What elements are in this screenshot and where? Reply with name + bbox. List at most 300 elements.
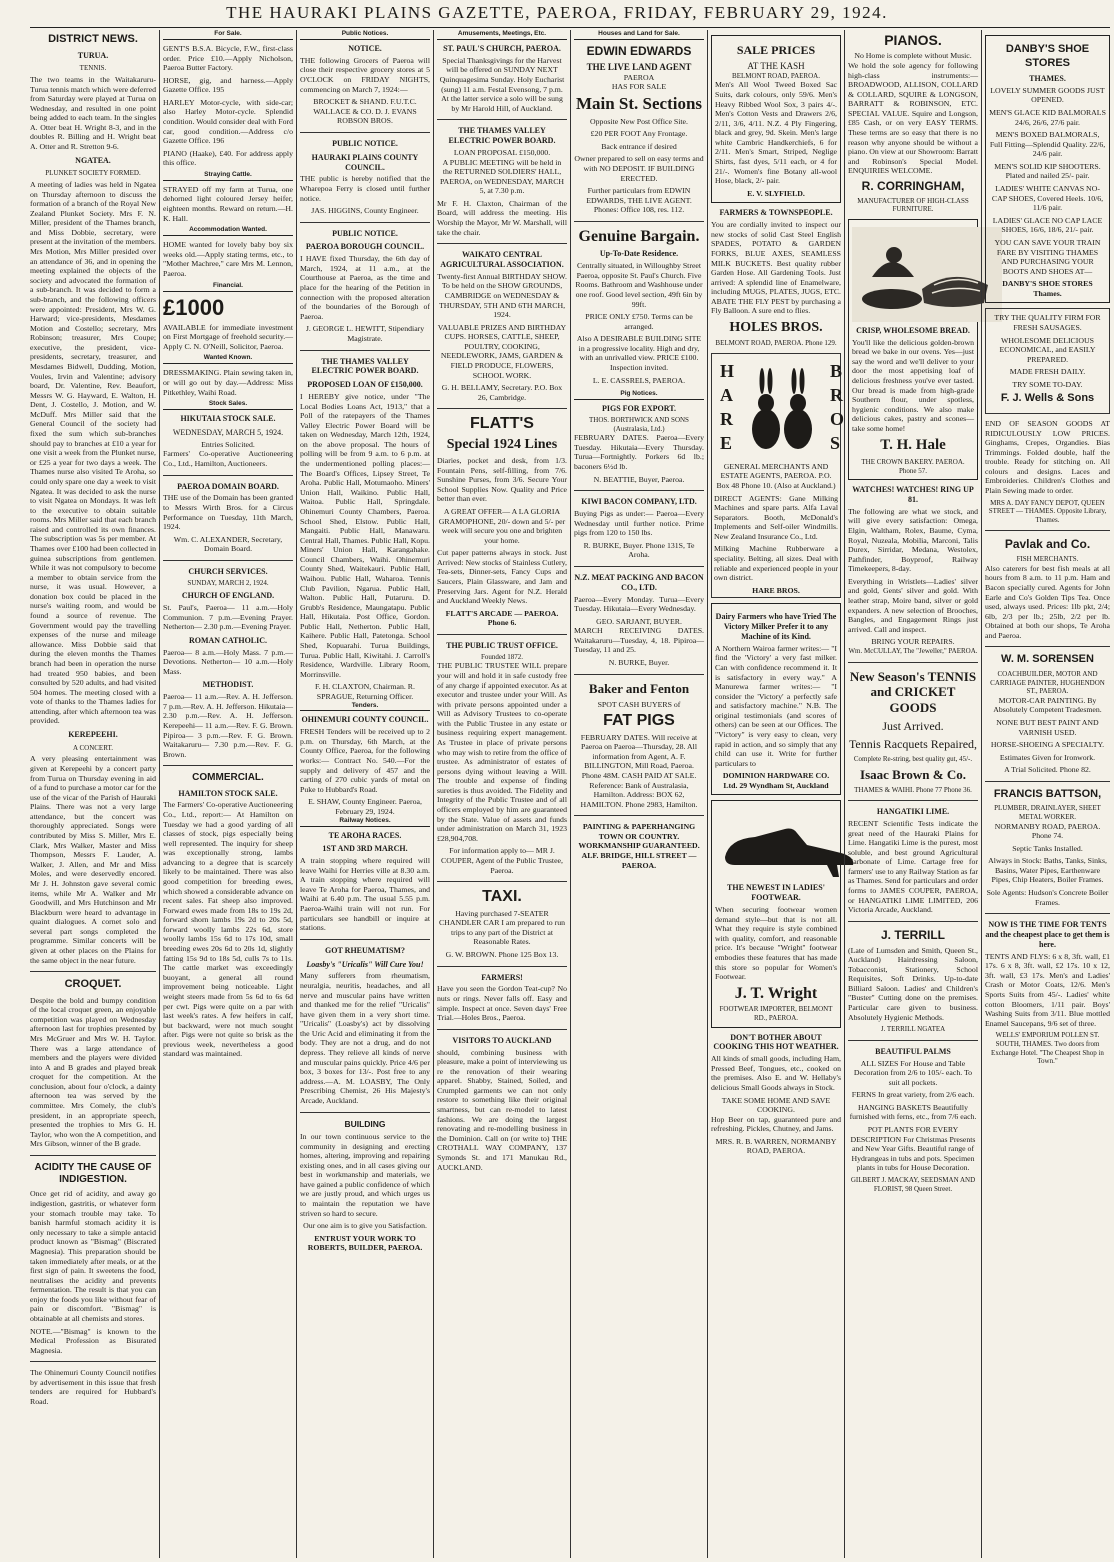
subhead: TENNIS. <box>79 64 107 73</box>
classified-ad: HOME wanted for lovely baby boy six weeks old.—Apply stating terms, etc., to "Mother Machree," care Mrs M. Lennon, Paeroa. <box>163 240 293 278</box>
divider <box>437 634 567 635</box>
column-shops-a <box>711 30 845 1558</box>
ad-text: Hop Beer on tap, guaranteed pure and refreshing. Pickles, Chutney, and Jams. <box>711 1114 841 1134</box>
ad-headline: FRANCIS BATTSON, <box>993 787 1102 800</box>
bros-letter-r: R <box>830 384 843 405</box>
article-text: The Farmers' Co-operative Auctioneering Co., Ltd., report:— At Hamilton on Tuesday we had a good yarding of all classes of stock, pigs especially being well represented. The inquiry for sheep was exceptionally strong, lambs advancing to a degree that is scarcely likely to be maintained. There was also good competition for breeding ewes, which showed a considerable advance on recent sales. Fat sheep also improved. Forward ewes made from 18s to 19s 2d, forward shorn lambs 19s 2d to 20s 5d, forward woolly lambs 22s 6d, store woolly lambs 15s 6d to 17s 10d, small breeding ewes 20s 6d to 20s 1d, slightly fatting 15s 9d to 18s 5d, culls 7s to 11s. The cattle market was exceedingly buoyant, a general all round improvement being noticeable. Light weight steers made from 5s 6d to 6s 6d per cwt. Pigs were quite on a par with last week's rates. A few heifers in calf, but backward, were not much sought after. Pigs were not quite so brisk as the previous week, nevertheless a good standard was maintained. <box>163 800 293 1059</box>
subhead: WAIKATO CENTRAL AGRICULTURAL ASSOCIATION. <box>440 250 564 269</box>
notice-text: Farmers' Co-operative Auctioneering Co., Ltd., Hamilton, Auctioneers. <box>163 449 293 468</box>
service-times: St. Paul's, Paeroa— 11 a.m.—Holy Communion. 7 p.m.—Evening Prayer. Netherton— 2.30 p.m.—Evening Prayer. <box>163 603 293 632</box>
section-title: DISTRICT NEWS. <box>48 33 138 45</box>
divider <box>300 939 430 940</box>
subhead: BEAUTIFUL PALMS <box>875 1046 951 1056</box>
ad-signature: MRS A. DAY FANCY DEPOT, QUEEN STREET — THAMES. Opposite Library, Thames. <box>988 498 1107 524</box>
column-thames-shops <box>985 30 1110 1558</box>
section-title: CROQUET. <box>64 978 122 991</box>
notice-text: Entries Solicited. <box>201 439 255 449</box>
ad-headline: THE LIVE LAND AGENT <box>586 61 692 72</box>
notice-signature: J. GEORGE L. HEWITT, Stipendiary Magistrate. <box>305 324 425 343</box>
ad-headline: J. T. Wright <box>734 984 818 1002</box>
headline-amount: £1000 <box>163 294 225 320</box>
subhead: FARMERS! <box>481 972 523 982</box>
divider <box>300 222 430 223</box>
ad-headline: SALE PRICES <box>736 43 816 57</box>
ad-headline: J. TERRILL <box>880 927 945 942</box>
ad-headline: W. M. SORENSEN <box>1001 653 1094 666</box>
ad-text: FERNS In great variety, from 2/6 each. <box>851 1090 975 1100</box>
divider <box>163 475 293 476</box>
divider <box>848 662 978 663</box>
divider <box>848 921 978 922</box>
notice-text: THE public is hereby notified that the Wharepoa Ferry is closed until further notice. <box>300 174 430 203</box>
ad-headline: Dairy Farmers who have Tried The Victory Milker Prefer it to any Machine of its Kind. <box>715 612 837 641</box>
subhead: CHURCH SERVICES. <box>188 566 268 576</box>
article-text: A meeting of ladies was held in Ngatea on Thursday afternoon to discuss the formation of a branch of the Royal New Zealand Plunket Society. Mrs F. N. Miller, president of the Thames branch, and Miss Dobbie, secretary, were present at the invitation of the members. Mrs Motion, Mrs Miller presided over an attendance of 36, and in opening the meeting explained the objects of the society and advocated the formation of a sub-branch. It was decided to form a sub-branch, and the following officers were appointed: President, Mrs W. G. Harward; vice-presidents, Mesdames Motion and Costello; secretary, Mrs Robinson; treasurer, Mrs Coupe; executive, the president, vice-presidents, secretary, treasurer, and Mesdames Bidwell, Dudding, Motion, Voules, Irvin and Valentine; advisory board, Dr. Valentine, Rev. Beaufort, Messrs W. G. Hayward, E. Walton, H. Dent, J. Costello, J. Motion, and W. McDuff. Mrs Miller said that the General Council of the society had fixed the sum which sub-branches should pay to branches at £10 a year for one visit a week from the Plunket nurse, or £25 a year for two days a week. The Thames nurse also visited Te Aroha, so could only spare one day a week to visit Ngatea. It was decided to ask the nurse to visit Ngatea on Mondays. It was left to the executive to obtain suitable rooms. Mrs Miller said that each branch raised and controlled its own finances. The subscription was 5s per member. At Thames over £100 had been collected in guinea subscriptions from gentlemen. While it was not compulsory to become a member to obtain service from the nurse, it was usual. However, a donation box could be placed in the nurse's waiting room, and would be found a source of revenue. The Government would pay the travelling expenses of the nurse and mileage allowance. Miss Dobbie said that during the eleven months the Thames branch had been in operation the nurse had treated 950 babies, and been consulted by 520 adults, and had visited 504 homes. The meeting closed with a vote of thanks to the Thames ladies for attending, after which afternoon tea was provided. <box>30 180 157 726</box>
subhead: 1ST AND 3RD MARCH. <box>322 844 408 854</box>
ad-kash-sale <box>711 35 841 203</box>
subhead: PAEROA BOROUGH COUNCIL. <box>305 242 425 252</box>
column-district-news <box>30 30 156 1558</box>
ad-text: HAS FOR SALE <box>611 82 667 92</box>
notice-text: THE following Grocers of Paeroa will close their respective grocery stores at 5 O'CLOCK on FRIDAY NIGHTS, commencing on March 7, 1924:— <box>300 55 430 94</box>
ad-text: MOTOR-CAR PAINTING. By Absolutely Competent Tradesmen. <box>993 695 1102 715</box>
classified-ad: HORSE, gig, and harness.—Apply Gazette Office. 195 <box>163 75 293 95</box>
subhead: FARMERS & TOWNSPEOPLE. <box>719 208 833 218</box>
ad-headline: R. CORRINGHAM, <box>861 178 965 193</box>
notice-signature: E. SHAW, County Engineer. Paeroa, February 29, 1924. <box>308 797 422 816</box>
notice-text: Special Thanksgivings for the Harvest will be offered on SUNDAY NEXT Quinquagesima Sunday. Holy Eucharist (sung) 11 a.m. Festal Evensong, 7 p.m. At the latter service a solo will be sung by Mr Harold Hill, of Auckland. <box>439 55 565 113</box>
ad-signature: THAMES & WAIHI. Phone 77 Phone 36. <box>854 785 972 794</box>
ad-text: A Northern Wairoa farmer writes:— "I find the 'Victory' a very fast milker. Can with confidence recommend it. It is satisfactory in every way." A Manurewa farmer writes:— "I consider the 'Victory' a perfectly safe and satisfactory machine." N.B. The original testimonials (and scores of others) can be seen at our Offices. The "Victory" is very easy to clean, very rapid in action, and so simply that any child can use it. Write for further particulars to <box>715 643 837 768</box>
ad-text: LADIES' GLACE NO CAP LACE SHOES, 16/6, 18/6, 21/- pair. <box>992 215 1103 235</box>
ad-headline: FAT PIGS <box>603 712 675 730</box>
ad-signature: THE CROWN BAKERY. PAEROA. Phone 57. <box>861 457 965 475</box>
notice-text: THE use of the Domain has been granted to Messrs Wirth Bros. for a Circus Performance on Tuesday, 11th March, 1924. <box>163 493 293 532</box>
ad-text: £20 PER FOOT Any Frontage. <box>590 129 688 139</box>
column-header: Pig Notices. <box>574 390 704 400</box>
notice-text: Mr F. H. Claxton, Chairman of the Board, will address the meeting. His Worship the Mayor, Mr W. Marshall, will take the chair. <box>437 198 567 237</box>
ad-text: Everything in Wristlets—Ladies' silver and gold, Gents' silver and gold. With leather strap, Moire band, silver or gold expanders. A new selection of Brooches, Bangles, and Engagement Rings just arrived. Call and inspect. <box>848 576 978 634</box>
ad-text: MADE FRESH DAILY. <box>1009 367 1086 377</box>
classified-ad: AVAILABLE for immediate investment on First Mortgage of freehold security.—Apply C. N. O'Neill, Solicitor, Paeroa. <box>163 322 293 351</box>
ad-danbys <box>985 35 1110 303</box>
masthead: THE HAURAKI PLAINS GAZETTE, PAEROA, FRIDAY, FEBRUARY 29, 1924. <box>226 3 888 22</box>
ad-signature: J. TERRILL NGATEA <box>880 1025 946 1034</box>
article-text: Despite the bold and bumpy condition of the local croquet green, an enjoyable competition was played on Wednesday afternoon last for trophies presented by Mrs McGruer and Mrs W. H. Taylor. There was a large attendance of members and the players were divided into A and B grades and played break croquet for the competition. At the conclusion, about four o'clock, a dainty afternoon tea was served by the committee. Mrs Comely, the club's president, in an appropriate speech, presented the trophies to Mrs G. H. Taylor, who won the A competition, and Mrs Gibson, winner of the B grade. <box>30 995 156 1149</box>
ad-signature: E. V. SLYFIELD. <box>747 188 805 198</box>
ad-text: POT PLANTS FOR EVERY DESCRIPTION For Christmas Presents and New Year Gifts. Beautiful range of Hydrangeas in tubs and pots. Specimen plants in tubs for House Decoration. <box>850 1125 976 1173</box>
ad-text: A Trial Solicited. Phone 82. <box>1004 765 1091 775</box>
hare-icon <box>714 359 852 459</box>
divider <box>985 530 1110 531</box>
subhead: NOTICE. <box>348 43 382 53</box>
ad-text: Many sufferers from rheumatism, neuralgia, neuritis, headaches, and all nerve and muscular pains have written and thanked me for the relief "Uricalis" have given them in a very short time. "Uricalis" (Loasby's) act by dissolving the Uric Acid and eliminating it from the body. They are not a drug, and do not depress. They relieve all kinds of nerve and muscular pains quickly. Price 4/6 per box, 3 boxes for 13/-. Post free to any address.—A. M. LOASBY, The Only Prescribing Chemist, 26 His Majesty's Arcade, Auckland. <box>300 971 430 1105</box>
divider <box>30 971 156 972</box>
classified-ad: PIANO (Haake), £40. For address apply this office. <box>163 148 293 168</box>
ad-text: Estimates Given for Ironwork. <box>999 752 1096 762</box>
divider <box>985 913 1110 914</box>
ad-wells-sausages <box>985 308 1110 414</box>
divider <box>437 408 567 409</box>
column-header: Tenders. <box>300 702 430 712</box>
notice-signature: BROCKET & SHAND. F.U.T.C. WALLACE & CO. D. J. EVANS ROBSON BROS. <box>313 97 417 126</box>
subhead: Up-To-Date Residence. <box>599 249 679 259</box>
ad-text: Back entrance if desired <box>601 141 677 151</box>
ad-text: WHOLESOME DELICIOUS ECONOMICAL, and EASILY PREPARED. <box>999 335 1096 364</box>
subhead: PLUNKET SOCIETY FORMED. <box>45 169 141 178</box>
subhead: BUILDING <box>344 1118 386 1129</box>
columns <box>30 30 1110 1558</box>
subhead: METHODIST. <box>202 680 254 690</box>
ad-headline: DANBY'S SHOE STORES <box>1005 43 1090 69</box>
subhead: GOT RHEUMATISM? <box>325 945 405 955</box>
subhead: PUBLIC NOTICE. <box>332 228 398 238</box>
divider <box>985 646 1110 647</box>
ad-headline: Genuine Bargain. <box>578 227 700 245</box>
ad-signature: WELLS' EMPORIUM POLLEN ST. SOUTH, THAMES. Two doors from Exchange Hotel. "The Cheapest Shop in Town." <box>991 1031 1104 1066</box>
bread-icon <box>852 227 1002 322</box>
ad-signature: ENTRUST YOUR WORK TO ROBERTS, BUILDER, PAEROA. <box>307 1233 423 1253</box>
ad-text: All kinds of small goods, including Ham, Pressed Beef, Tongues, etc., cooked on the premises. Also E. and W. Hellaby's delicious Small Goods always in Stock. <box>711 1054 841 1092</box>
ad-signature: Wm. McCULLAY, The "Jeweller," PAEROA. <box>848 646 978 655</box>
ad-headline: PIANOS. <box>884 32 942 48</box>
ad-text: MEN'S SOLID KIP SHOOTERS. Plated and nailed 25/- pair. <box>994 161 1101 181</box>
notice-signature: Wm. C. ALEXANDER, Secretary, Domain Board. <box>173 534 283 554</box>
divider <box>163 765 293 766</box>
ad-text: YOU CAN SAVE YOUR TRAIN FARE BY VISITING THAMES AND PURCHASING YOUR BOOTS AND SHOES AT— <box>994 237 1101 276</box>
ad-text: Sole Agents: Hudson's Concrete Boiler Frames. <box>986 888 1109 907</box>
ad-text: LADIES' WHITE CANVAS NO-CAP SHOES, Covered Heels. 10/6, 11/6 pair. <box>991 184 1104 213</box>
column-public-notices <box>300 30 430 1558</box>
ad-headline: THAMES. <box>1029 74 1066 84</box>
notice-signature: G. H. BELLAMY, Secretary. P.O. Box 26, Cambridge. <box>441 383 563 402</box>
divider <box>437 1029 567 1030</box>
ad-text: TRY SOME TO-DAY. <box>1012 379 1083 389</box>
ad-text: (Late of Lumsden and Smith, Queen St., Auckland) Hairdressing Saloon, Tobacconist, Stationery, School Requisites, Soft Drinks. Up-to-date Billiard Saloon. Ladies' and Children's "Buster" Cutting done on the premises. Particular care given to business. Absolutely Hygienic Methods. <box>848 945 978 1022</box>
column-header: Wanted Known. <box>163 354 293 364</box>
ad-text: ALL SIZES For House and Table Decoration from 2/6 to 105/- each. To suit all pockets. <box>853 1058 973 1087</box>
article-text: The two teams in the Waitakaruru-Turua tennis match which were deferred from Saturday were played at Turua on Wednesday, and resulted in one point being added to each team. In the singles A. Otter beat H. Wright 8-3, and in the doubles R. Billing and H. Wright beat A. Otter and R. Stretton 9-6. <box>30 74 156 151</box>
divider <box>437 119 567 120</box>
divider <box>848 1040 978 1041</box>
subhead: Twenty-first Annual BIRTHDAY SHOW. <box>437 271 567 281</box>
ad-text: MEN'S BOXED BALMORALS, Full Fitting—Splendid Quality. 22/6, 24/6 pair. <box>989 130 1106 159</box>
column-header: Accommodation Wanted. <box>163 226 293 236</box>
ad-text: BELMONT ROAD, PAEROA. <box>732 71 820 80</box>
ad-text: Owner prepared to sell on easy terms and with NO DEPOSIT. IF BUILDING ERECTED. <box>574 154 704 183</box>
ad-headline: Isaac Brown & Co. <box>860 766 966 782</box>
ad-text: Our one aim is to give you Satisfaction. <box>303 1221 427 1231</box>
ad-text: You are cordially invited to inspect our new stocks of solid Cast Steel English SPADES, POTATO & GARDEN FORKS, BLUE AXES, SEAMLESS MILK BUCKETS. Best quality rubber Garden Hose. All Gardening Tools. Just arrived: A splendid line of Enamelware, including MUGS, PLATES, JUGS, ETC. ABATE THE FLY PEST by purchasing a Fly Balloon. A sure end to flies. <box>711 220 841 316</box>
ad-headline: THE NEWEST IN LADIES' FOOTWEAR. <box>727 883 825 903</box>
subhead: VISITORS TO AUCKLAND <box>452 1035 552 1045</box>
classified-ad: GENT'S B.S.A. Bicycle, F.W., first-class order. Price £10.—Apply Nicholson, Paeroa Butter Factory. <box>163 43 293 73</box>
ad-text: When securing footwear women demand style—but that is not all. What they require is style combined with quality, comfort, and reasonable price. It's because "Wright" footwear embodies these features that has made this store so popular for Women's Footwear. <box>715 905 837 982</box>
subhead: TURUA. <box>77 50 109 60</box>
ad-signature: HARE BROS. <box>752 585 800 595</box>
notice-text: Paeroa—Every Monday. Turua—Every Tuesday. Hikutaia—Every Wednesday. <box>574 594 704 614</box>
column-rule <box>296 30 297 1558</box>
divider <box>163 560 293 561</box>
notice-text: MARCH RECEIVING DATES. Waitakaruru—Tuesday, 4, 18. Pipiroa—Tuesday, 11 and 25. <box>574 626 704 655</box>
column-rule <box>707 30 708 1558</box>
notice-text: A train stopping where required will leave Waihi for Herries ville at 8.30 a.m. A train stopping where required will leave Te Aroha for Paeroa, Thames, and Waihi at 6.40 p.m. The usual 5.55 p.m. Paeroa-Waihi train will not run. For particulars see handbill or inquire at stations. <box>300 856 430 933</box>
ad-text: PLUMBER, DRAINLAYER, SHEET METAL WORKER. <box>994 804 1101 821</box>
ad-text: DIRECT AGENTS: Gane Milking Machines and spare parts. Alfa Laval Separators. Booth, McDonald's Implements and Self-oiler Windmills. New Zealand Insurance Co., Ltd. <box>714 493 838 541</box>
article-text: The Ohinemuri County Council notifies by advertisement in this issue that fresh tenders are required for Hubbard's Road. <box>30 1368 156 1407</box>
subhead: ROMAN CATHOLIC. <box>188 635 268 645</box>
bros-letter-b: B <box>830 360 843 381</box>
ad-text: MEN'S GLACE KID BALMORALS 24/6, 26/6, 27/6 pair. <box>989 108 1106 127</box>
ad-headline: FLATT'S <box>470 415 534 433</box>
subhead: N.Z. MEAT PACKING AND BACON CO., LTD. <box>574 572 704 592</box>
divider <box>574 674 704 675</box>
ad-text: TENTS AND FLYS: 6 x 8, 3ft. wall, £1 17s. 6 x 8, 3ft. wall, £2 17s. 10 x 12, 3ft. wall, £3 17s. Men's and Ladies' Crash or Motor Coats, 12/6. Men's Sports Suits from 45/-. Ladies' white cotton Bloomers, 1/11 pair. Boys' Washing Suits from 3/11. Blue mottled Enamel Saucepans, 9/6 set of three. <box>985 951 1110 1028</box>
notice-signature: JAS. HIGGINS, County Engineer. <box>311 206 419 216</box>
subhead: Founded 1872. <box>481 652 523 661</box>
ad-text: PAEROA <box>623 72 655 82</box>
ad-signature: L. E. CASSRELS, PAEROA. <box>592 375 686 385</box>
notice-text: I HAVE fixed Thursday, the 6th day of March, 1924, at 11 a.m., at the Courthouse at Paeroa, as the time and place for the hearing of the Petition in connection with the proposed alteration of the boundaries of the Borough of Paeroa. <box>300 254 430 321</box>
ad-wright-footwear <box>711 800 841 1027</box>
ad-headline: AT THE KASH <box>747 60 805 71</box>
ad-text: Tennis Racquets Repaired, <box>848 737 978 752</box>
ad-headline: TAXI. <box>482 888 522 906</box>
ad-text: Centrally situated, in Willoughby Street Paeroa, opposite St. Paul's Church. Five Rooms. Bathroom and Washhouse under one roof. Good level section, 49ft 6in by 99ft. <box>575 261 703 309</box>
notice-text: A PUBLIC MEETING will be held in the RETURNED SOLDIERS' HALL, PAEROA, on WEDNESDAY, MARCH 5, at 7.30 p.m. <box>439 157 565 196</box>
subhead: HIKUTAIA STOCK SALE. <box>180 414 276 424</box>
subhead: WATCHES! WATCHES! RING UP 81. <box>852 485 974 504</box>
subhead: THE PUBLIC TRUST OFFICE. <box>446 640 558 650</box>
notice-text: Buying Pigs as under:— Paeroa—Every Wednesday until further notice. Prime pigs from 120 to 150 lbs. <box>574 508 704 538</box>
subhead: KIWI BACON COMPANY, LTD. <box>581 497 697 507</box>
column-header: Stock Sales. <box>163 400 293 410</box>
subhead: LOAN PROPOSAL £150,000. <box>453 147 551 157</box>
ad-crown-bakery <box>848 219 978 480</box>
ad-text: Cut paper patterns always in stock. Just Arrived: New stocks of Stainless Cutlery, Tea-sets, Dinner-sets, Fancy Cups and Saucers, Plain Glassware, and Jam and Preserving Jars. Agent for N.Z. Herald and Auckland Weekly News. <box>437 548 567 606</box>
divider <box>300 132 430 133</box>
ad-text: You'll like the delicious golden-brown bread we bake in our ovens. Yes—just say the word and we'll deliver to your door the most appetising loaf of delicious freshness you've ever tasted. Our bread is made from high-grade Southern flour, under spotless, hygienic conditions. We also make delicious cakes, pastry and scones—take some home! <box>852 337 974 433</box>
ad-headline: T. H. Hale <box>880 437 946 454</box>
ad-headline: EDWIN EDWARDS <box>586 43 692 58</box>
column-header: Houses and Land for Sale. <box>574 30 704 40</box>
divider <box>30 1361 156 1362</box>
divider <box>574 490 704 491</box>
ad-text: Septic Tanks Installed. <box>1012 843 1083 853</box>
masthead-rule <box>30 27 1110 28</box>
ad-text: SPOT CASH BUYERS of <box>597 699 681 709</box>
subhead: HANGATIKI LIME. <box>876 807 950 817</box>
ad-headline: HOLES BROS. <box>729 319 823 335</box>
notice-text: To be held on the SHOW GROUNDS, CAMBRIDGE on WEDNESDAY & THURSDAY, 5TH AND 6TH MARCH, 1924. <box>438 281 566 320</box>
subhead: ST. PAUL'S CHURCH, PAEROA. <box>443 43 561 53</box>
column-amusements <box>437 30 567 1558</box>
divider <box>437 881 567 882</box>
column-shops-b <box>848 30 978 1558</box>
shoe-icon <box>715 809 863 879</box>
ad-text: No Home is complete without Music. <box>854 51 972 61</box>
ad-text: TRY THE QUALITY FIRM FOR FRESH SAUSAGES. <box>994 313 1101 332</box>
ad-text: In our town continuous service to the community in designing and erecting homes, altering, improving and repairing existing ones, and in all cases giving our best in workmanship and materials, we have gained a public confidence of which we are justly proud, and which urges us to maintain the reputation we have striven so hard to secure. <box>300 1131 430 1218</box>
ad-headline: Pavlak and Co. <box>1004 537 1091 552</box>
ad-text: FISH MERCHANTS. <box>1016 555 1079 564</box>
subhead: PUBLIC NOTICE. <box>332 138 398 148</box>
ad-headline: Main St. Sections <box>575 93 703 113</box>
bros-letter-o: O <box>830 408 845 429</box>
divider <box>300 350 430 351</box>
subhead: HAMILTON STOCK SALE. <box>178 788 278 798</box>
ad-signature: GILBERT J. MACKAY, SEEDSMAN AND FLORIST, 98 Queen Street. <box>850 1175 976 1193</box>
ad-victory-milker <box>711 603 841 795</box>
subhead: PROPOSED LOAN OF £150,000. <box>307 380 423 390</box>
ad-text: Always in Stock: Baths, Tanks, Sinks, Basins, Water Pipes, Earthenware Pipes, Chip Heaters, Boiler Frames. <box>988 856 1107 885</box>
divider <box>300 1112 430 1113</box>
notice-signature: GEO. SARJANT, BUYER. <box>596 616 682 626</box>
notice-signature: N. BURKE, Buyer. <box>608 657 670 667</box>
divider <box>574 221 704 222</box>
subhead: PIGS FOR EXPORT. <box>601 404 677 414</box>
column-header: Public Notices. <box>300 30 430 40</box>
ad-hare-bros <box>711 353 845 599</box>
ad-text: should, combining business with pleasure, make a point of interviewing us re the renovation of their wearing apparel. Shabby, Stained, Soiled, and Crumpled garments we can not only restore to something like their original smartness, but can re-model to latest fashions. We are doing the largest renovating and re-modelling business in the Dominion. Call on (or write to) THE CROTHALL WAY COMPANY, 137 Symonds St. and 171 Manukau Rd., AUCKLAND. <box>437 1047 567 1172</box>
column-for-sale <box>163 30 293 1558</box>
service-times: Paeroa— 8 a.m.—Holy Mass. 7 p.m.—Devotions. Netherton— 10 a.m.—Holy Mass. <box>163 647 293 676</box>
subhead: A CONCERT. <box>73 743 113 752</box>
ad-headline: New Season's TENNIS and CRICKET GOODS <box>849 668 977 716</box>
hare-letter-r: R <box>720 408 733 429</box>
column-houses-land <box>574 30 704 1558</box>
column-rule <box>159 30 160 1558</box>
subhead: NOW IS THE TIME FOR TENTS and the cheapest place to get them is here. <box>985 920 1110 949</box>
subhead: HAURAKI PLAINS COUNTY COUNCIL. <box>311 152 419 172</box>
classified-ad: DRESSMAKING. Plain sewing taken in, or will go out by day.—Address: Miss Pitkethley, Waihi Road. <box>163 368 293 397</box>
divider <box>574 566 704 567</box>
article-text: Once get rid of acidity, and away go indigestion, gastritis, or whatever form your stomach trouble may take. To banish harmful stomach acidity it is only necessary to take a simple antacid product known as "Bismag" (Biscrated Magnesia). This preparation should be taken immediately after meals, or at the first sign of pain. It sweetens the food, neutralises the acidity and prevents fermentation. The result is that you can enjoy the foods you like without fear of pain or discomfort. "Bismag" is obtainable at all chemists and stores. <box>30 1189 156 1323</box>
ad-text: Men's All Wool Tweed Boxed Sac Suits, dark colours, only 59/6. Men's Heavy Ribbed Wool Sox, 3 pairs 4/-. Men's Cotton Vests and Drawers 2/6, 2/11, 3/6, 4/11. N.Z. 4 Ply Fingering, black and grey, 9d. Skein. Men's large white Cambric Handkerchiefs, 6 for 2/11. Men's Smart, Striped, Neglige Shirts, fast dyes, 5/11 each, or 4 for 21/-. Women's fine Botany all-wool Hose, black, 2/- pair. <box>715 80 837 186</box>
subhead: OHINEMURI COUNTY COUNCIL. <box>301 715 429 725</box>
divider <box>985 781 1110 782</box>
ad-headline: Baker and Fenton <box>588 680 690 696</box>
ad-text: Milking Machine Rubberware a speciality. Belting, all sizes. Deal with reliable and experienced people in your own district. <box>714 544 838 583</box>
column-header: Amusements, Meetings, Etc. <box>437 30 567 40</box>
divider <box>848 800 978 801</box>
notice-text: VALUABLE PRIZES AND BIRTHDAY CUPS. HORSES, CATTLE, SHEEP, POULTRY, COOKING, NEEDLEWORK, JAMS, GARDEN & FIELD PRODUCE, FLOWERS, SCHOOL WORK. <box>437 322 567 380</box>
ad-text: Further particulars from EDWIN EDWARDS, THE LIVE AGENT. Phones: Office 108, res. 112. <box>586 186 692 215</box>
subhead: PAEROA DOMAIN BOARD. <box>177 481 279 491</box>
subhead: NGATEA. <box>75 155 111 165</box>
bros-letter-s: S <box>830 432 841 453</box>
ad-text: Also A DESIRABLE BUILDING SITE in a progressive locality. High and dry, with an unrivalled view. PRICE £100. Inspection invited. <box>576 334 702 373</box>
notice-signature: N. BEATTIE, Buyer, Paeroa. <box>593 474 685 484</box>
ad-text: TAKE SOME HOME AND SAVE COOKING. <box>721 1095 831 1115</box>
ad-signature: MRS. R. B. WARREN, NORMANBY ROAD, PAEROA. <box>715 1136 837 1156</box>
divider <box>30 1155 156 1156</box>
ad-text: Diaries, pocket and desk, from 1/3. Fountain Pens, self-filling, from 7/6. Sunshine Purses, from 3/6. Secure Your School Supplies Now. Quality and Price better than ever. <box>437 456 567 504</box>
hare-letter-h: H <box>720 360 735 381</box>
divider <box>437 966 567 967</box>
notice-signature: R. BURKE, Buyer. Phone 131S, Te Aroha. <box>583 540 695 560</box>
ad-text: COACHBUILDER, MOTOR AND CARRIAGE PAINTER, HUGHENDON ST., PAEROA. <box>990 669 1105 696</box>
notice-signature: F. H. CLAXTON, Chairman. R. SPRAGUE, Returning Officer. <box>315 682 415 701</box>
subhead: THE THAMES VALLEY ELECTRIC POWER BOARD. <box>311 356 419 376</box>
notice-text: I HEREBY give notice, under "The Local Bodies Loans Act, 1913," that a Poll of the ratepayers of the Thames Valley Electric Power Board will be taken on Wednesday, March 12th, 1924, on the above proposal. The hours of polling will be from 9 a.m. to 6 p.m. at the undermentioned polling places:— The Board's Offices, Lipsey Street, Te Aroha. Public Hall, Motumaoho. Miners' Union Hall, Waikino. Public Hall, Waitoa. Public Hall, Springdale. Ohinemuri County Chambers, Paeroa. School Shed, Elstow. Public Hall, Mangaiti. Public Hall, Manawaru. Central Hall, Thames. Public Hall, Kopu. Miners' Union Hall, Karangahake. Council Chambers, Waihi. Ohinemuri County Shed, Waitekauri. Public Hall, Waihou. Public Hall, Waharoa. Tennis Club Pavilion, Ngarua. Public Hall, Walton. Public Hall, Putaruru. D. Grubb's Residence, Maungatapu. Public Hall, Hikutaia. Post Office, Gordon. Public Hall, Netherton. Public Hall, Kaihere. Public Hall, Patetonga. School Shed, Kopuarahi. Turua Buildings, Turua. Public Hall, Kiwitahi. J. Carroll's Residence, Wardville. Library Room, Morrinsville. <box>300 392 430 679</box>
ad-text: PAINTING & PAPERHANGING TOWN OR COUNTRY. WORKMANSHIP GUARANTEED. ALF. BRIDGE, HILL STREET — PAEROA. <box>578 822 700 870</box>
column-header: Railway Notices. <box>300 817 430 827</box>
column-rule <box>981 30 982 1558</box>
column-header: Financial. <box>163 282 293 292</box>
ad-text: BRING YOUR REPAIRS. <box>871 637 955 647</box>
ad-text: NONE BUT BEST PAINT AND VARNISH USED. <box>996 717 1099 737</box>
ad-text: PRICE ONLY £750. Terms can be arranged. <box>585 312 693 331</box>
subhead: KEREPEEHI. <box>68 729 118 739</box>
subhead: CHURCH OF ENGLAND. <box>181 591 275 601</box>
section-title: COMMERCIAL. <box>192 772 264 784</box>
ad-text: Also caterers for best fish meals at all hours from 8 a.m. to 11 p.m. Ham and Bacon specially cured. Agents for John Earle and Co's Golden Tips Tea. Once used, always used. Prices: 1lb pkt, 2/4; 6lb, 2/3 per lb.; 25lb, 2/2 per lb. Obtained at both our shops, Te Aroha and Paeroa. <box>985 563 1110 640</box>
ad-text: END OF SEASON GOODS AT RIDICULOUSLY LOW PRICES. Ginghams, Crepes, Organdies. Bias Trimmings. Folded double, half the trouble. Ready for stitching on. All colours and designs. Laces and Embroideries. Children's Clothes and Plain Sewing made to order. <box>985 418 1110 496</box>
ad-signature: DOMINION HARDWARE CO. Ltd. 29 Wyndham St, Auckland <box>722 771 830 790</box>
column-header: Straying Cattle. <box>163 171 293 181</box>
ad-text: A GREAT OFFER— A LA GLORIA GRAMOPHONE, 20/- down and 5/- per week will secure you one and brighten your home. <box>438 507 566 545</box>
ad-text: The following are what we stock, and will give every satisfaction: Omega, Elgin, Waltham, Rolex, Baume, Cyma, Royal, Nuzeala, Mobilia, Marconi, Talis Durex, Sirridar, Medana, Westolex, Pathfinder, Boyproof, Railway Timekeepers, 8-day. <box>848 506 978 574</box>
ad-signature: MANUFACTURER OF HIGH-CLASS FURNITURE. <box>857 196 969 214</box>
notice-date: SUNDAY, MARCH 2, 1924. <box>187 578 269 587</box>
subhead: TE AROHA RACES. <box>328 830 402 840</box>
subhead: THE THAMES VALLEY ELECTRIC POWER BOARD. <box>448 126 556 146</box>
ad-text: HORSE-SHOEING A SPECIALTY. <box>990 740 1105 750</box>
ad-text: BELMONT ROAD, PAEROA. Phone 129. <box>715 339 837 348</box>
ad-signature: G. W. BROWN. Phone 125 Box 13. <box>445 950 559 960</box>
ad-text: Opposite New Post Office Site. <box>590 116 688 126</box>
ad-signature: FOOTWEAR IMPORTER, BELMONT RD., PAEROA. <box>719 1005 833 1022</box>
classified-ad: HARLEY Motor-cycle, with side-car; also Harley Motor-cycle. Splendid condition. Would consider deal with Ford car, good condition.—Address c/o Gazette Office. 196 <box>163 97 293 146</box>
column-rule <box>844 30 845 1558</box>
article-text: NOTE.—"Bismag" is known to the Medical Profession as Bisurated Magnesia. <box>30 1326 156 1355</box>
ad-text: Complete Re-string, best quality gut, 45/-. <box>853 754 973 763</box>
notice-date: WEDNESDAY, MARCH 5, 1924. <box>172 427 284 437</box>
subhead: Loasby's "Uricalis" Will Cure You! <box>306 959 424 969</box>
ad-signature: DANBY'S SHOE STORES Thames. <box>1002 279 1093 298</box>
column-rule <box>433 30 434 1558</box>
divider <box>437 243 567 244</box>
ad-text: NORMANBY ROAD, PAEROA. Phone 74. <box>994 821 1101 841</box>
ad-text: Have you seen the Gordon Teat-cup? No nuts or rings. Never falls off. Easy and simple. Inspect at once. Seven days' Free Trial.—Holes Bros., Paeroa. <box>437 984 567 1023</box>
ad-headline: CRISP, WHOLESOME BREAD. <box>856 325 970 335</box>
notice-text: FRESH Tenders will be received up to 2 p.m. on Thursday, 6th March, at the County Office, Paeroa, for the following works:— Contract No. 540.—For the supply and delivery of 457 and the carting of 270 cubic yards of metal on Puke to Hubbard's Road. <box>300 727 430 794</box>
classified-ad: STRAYED off my farm at Turua, one dehorned light coloured Jersey heifer, eighteen months. Reward on return.—H. K. Hall. <box>163 184 293 223</box>
section-title: ACIDITY THE CAUSE OF INDIGESTION. <box>34 1161 152 1186</box>
ad-text: We hold the sole agency for following high-class instruments:— BROADWOOD, ALLISON, COLLARD & COLLARD, SQUIRE & LONGSON, BARRATT & ROBINSON, ETC. SPECIAL VALUE. Squire and Longson, £85 Cash, or on very EASY TERMS. These terms are so easy that there is no reason why anyone should be without a piano. On view at our Showroom: Barratt and Robinson's Special Model. ENQUIRIES WELCOME. <box>848 60 978 176</box>
ad-text: HANGING BASKETS Beautifully furnished with ferns, etc., from 7/6 each. <box>849 1102 977 1122</box>
hare-letter-e: E <box>720 432 733 453</box>
ad-text: GENERAL MERCHANTS AND ESTATE AGENTS, PAEROA. P.O. Box 48 Phone 10. (Also at Auckland.) <box>716 461 836 490</box>
ad-text: Just Arrived. <box>882 719 944 734</box>
divider <box>574 815 704 816</box>
ad-headline: F. J. Wells & Sons <box>1000 392 1095 405</box>
ad-headline: Special 1924 Lines <box>446 436 558 452</box>
ad-signature: FLATT'S ARCADE — PAEROA. Phone 6. <box>445 608 559 628</box>
article-text: A very pleasing entertainment was given at Kerepeehi by a concert party from Turua on Thursday evening in aid of a fund to purchase a motor car for the use of the vicar of the Parish of Hauraki Plains. There was not a very large attendance, but the concert was thoroughly appreciated. Songs were contributed by Miss S. Miller, Mrs E. Clark, Mrs Walker, Master and Miss Thompson, Messrs F. Lauder, A. Walker, J. Allen, and Mr and Miss Moles, and were deservedly encored. Mr J. H. Johnston gave several comic items, while Mr A. Walker and Mr Goodwill, and Mrs Hutchinson and Mr Blackburn were heard to advantage in quaint dialogues. A cornet solo and several part songs completed the programme. Similar concerts will be given at other places on the Plains for the same object in the near future. <box>30 754 156 965</box>
ad-text: LOVELY SUMMER GOODS JUST OPENED. <box>990 85 1105 105</box>
hare-letter-a: A <box>720 384 733 405</box>
ad-text: FEBRUARY DATES. Will receive at Paeroa on Paeroa—Thursday, 28. All information from Agent, A. F. BILLINGTON, Mill Road, Paeroa. Phone 48M. CASH PAID AT SALE. Reference: Bank of Australasia, Hamilton. Address: BOX 62, HAMILTON. Phone 2983, Hamilton. <box>580 732 698 809</box>
notice-text: FEBRUARY DATES. Paeroa—Every Tuesday. Hikutaia—Every Thursday. Turua—Fortnightly. Porkers 6d lb.; baconers 6½d lb. <box>574 433 704 471</box>
notice-text: For information apply to— MR J. COUPER, Agent of the Public Trustee, Paeroa. <box>441 846 563 875</box>
subhead: THOS. BORTHWICK AND SONS (Australasia, Ltd.) <box>589 416 689 433</box>
ad-text: Having purchased 7-SEATER CHANDLER CAR I am prepared to run trips to any part of the District at Reasonable Rates. <box>438 908 566 947</box>
ad-text: RECENT Scientific Tests indicate the great need of the Hauraki Plains for Lime. Hangatiki Lime is the purest, most soluble, and best ground Agricultural Carbonate of Lime. Cartage free for farmers' use to any Railway Station as far as Thames. Send for particulars and order forms to JAMES COUPER, PAEROA, or HANGATIKI LIME LIMITED, 206 Victoria Arcade, Auckland. <box>848 818 978 915</box>
column-header: For Sale. <box>163 30 293 40</box>
service-times: Paeroa— 11 a.m.—Rev. A. H. Jefferson. 7 p.m.—Rev. A. H. Jefferson. Hikutaia— 2.30 p.m.—Rev. A. H. Jefferson. Kerepeehi— 11 a.m.—Rev. F. G. Brown. Pipiroa— 3 p.m.—Rev. F. G. Brown. Waitakaruru— 7.30 p.m.—Rev. F. G. Brown. <box>163 692 293 759</box>
